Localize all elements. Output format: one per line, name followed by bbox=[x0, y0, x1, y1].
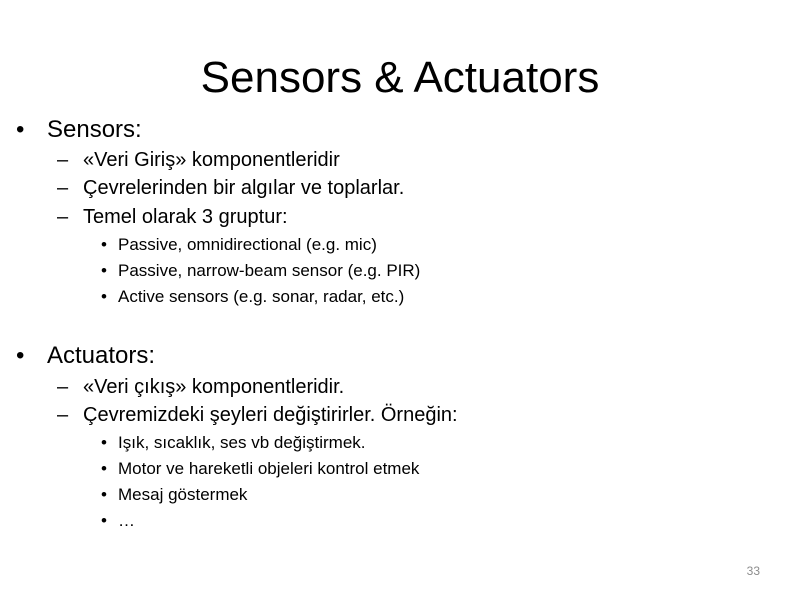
level2-dash: – bbox=[57, 149, 69, 171]
actuator-example-item: Motor ve hareketli objeleri kontrol etmek bbox=[118, 459, 420, 478]
sensors-item: Temel olarak 3 gruptur: bbox=[83, 206, 288, 228]
actuator-example-item: Işık, sıcaklık, ses vb değiştirmek. bbox=[118, 433, 366, 452]
level3-bullet: • bbox=[101, 433, 107, 452]
level2-dash: – bbox=[57, 177, 69, 199]
section-heading-actuators: Actuators: bbox=[47, 342, 156, 369]
actuator-example-item: … bbox=[118, 511, 135, 530]
actuator-example-item: Mesaj göstermek bbox=[118, 485, 248, 504]
level2-dash: – bbox=[57, 376, 69, 398]
level3-bullet: • bbox=[101, 287, 107, 306]
level3-bullet: • bbox=[101, 261, 107, 280]
level3-bullet: • bbox=[101, 485, 107, 504]
level3-bullet: • bbox=[101, 511, 107, 530]
slide-title: Sensors & Actuators bbox=[200, 53, 600, 102]
level2-dash: – bbox=[57, 206, 69, 228]
level1-bullet: • bbox=[16, 342, 25, 369]
level2-dash: – bbox=[57, 404, 69, 426]
sensor-type-item: Passive, narrow-beam sensor (e.g. PIR) bbox=[118, 261, 421, 280]
sensor-type-item: Active sensors (e.g. sonar, radar, etc.) bbox=[118, 287, 405, 306]
section-heading-sensors: Sensors: bbox=[47, 116, 142, 143]
level3-bullet: • bbox=[101, 235, 107, 254]
level3-bullet: • bbox=[101, 459, 107, 478]
sensor-type-item: Passive, omnidirectional (e.g. mic) bbox=[118, 235, 377, 254]
sensors-item: Çevrelerinden bir algılar ve toplarlar. bbox=[83, 177, 405, 199]
page-number: 33 bbox=[746, 564, 760, 578]
actuators-item: «Veri çıkış» komponentleridir. bbox=[83, 376, 345, 398]
actuators-item: Çevremizdeki şeyleri değiştirirler. Örneğin: bbox=[83, 404, 458, 426]
level1-bullet: • bbox=[16, 116, 25, 143]
sensors-item: «Veri Giriş» komponentleridir bbox=[83, 149, 340, 171]
